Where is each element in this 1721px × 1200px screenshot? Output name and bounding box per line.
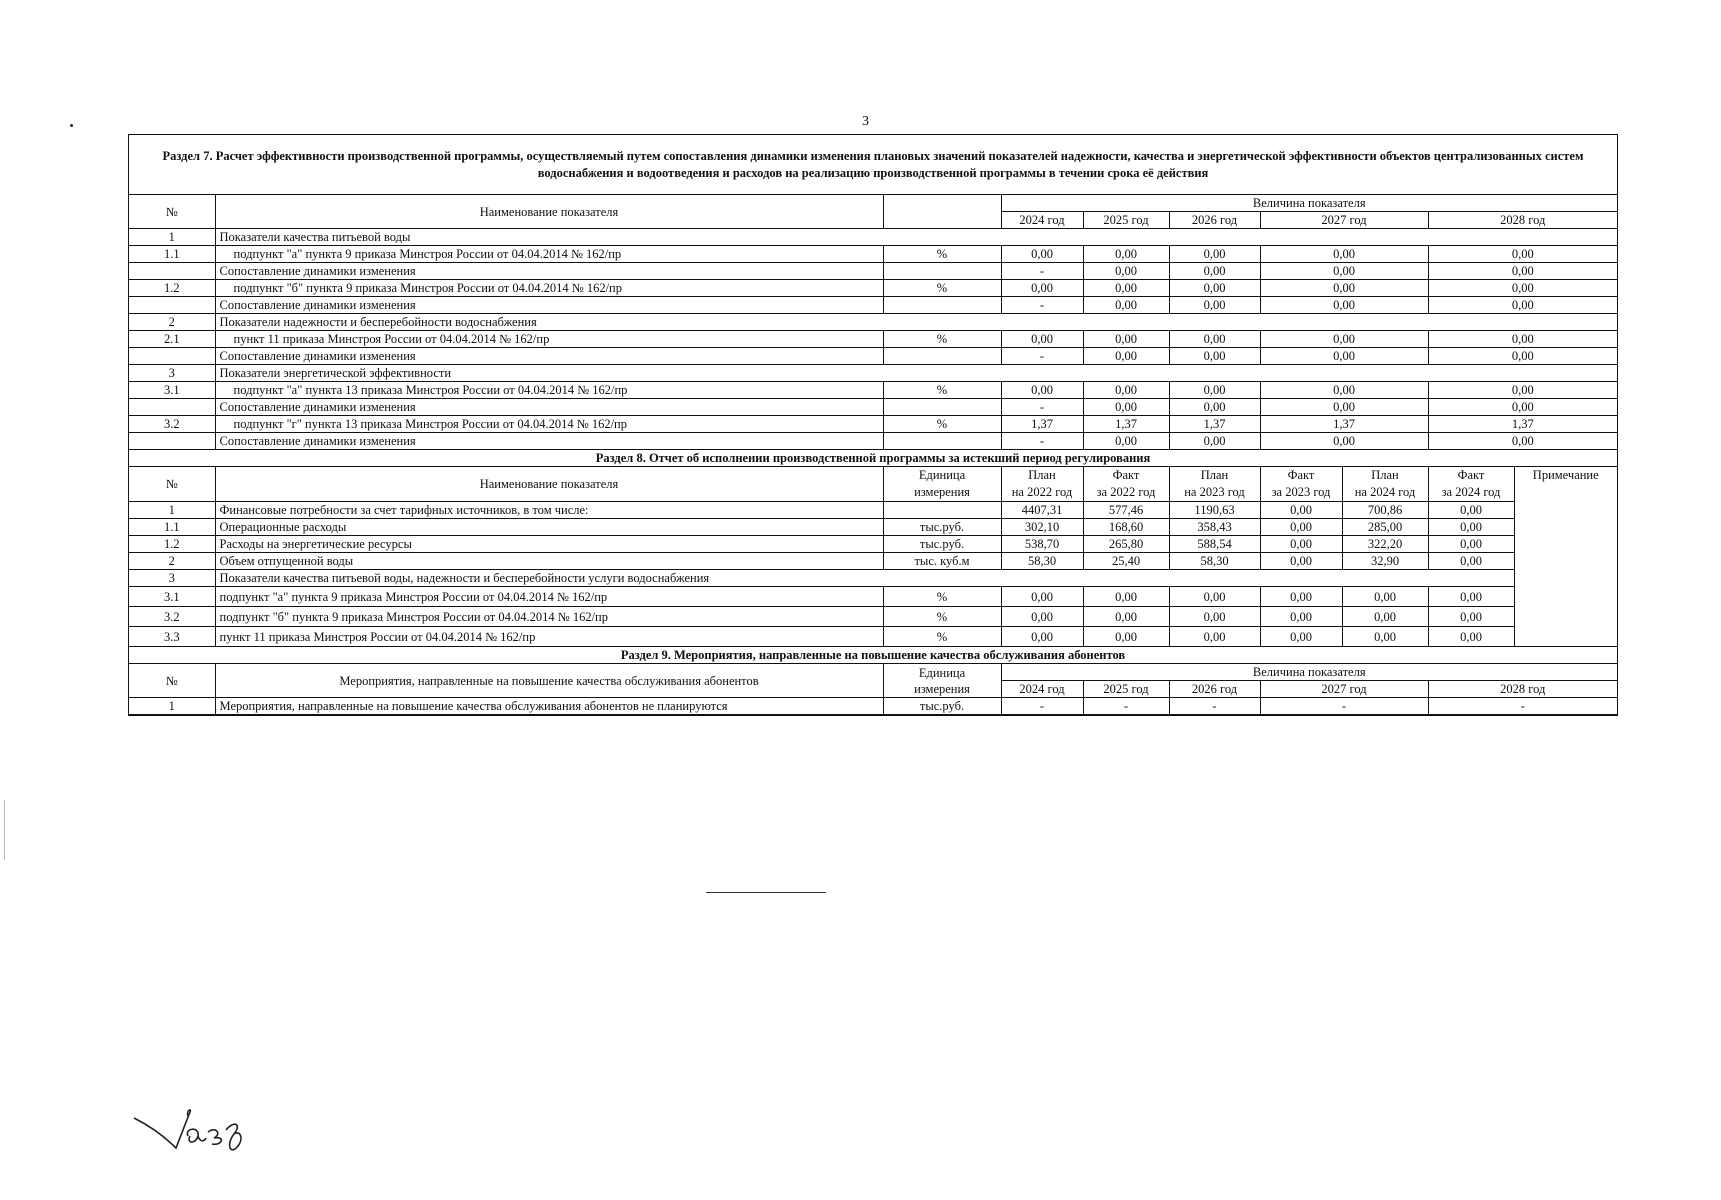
value-cell: 1,37: [1001, 416, 1083, 433]
table-row: [129, 280, 1617, 297]
row-number: 1.1: [129, 246, 215, 263]
indicator-name: подпункт "б" пункта 9 приказа Минстроя России от 04.04.2014 № 162/пр: [215, 280, 883, 297]
row-number: 1: [129, 698, 215, 715]
row-number: 3: [129, 365, 215, 382]
unit-cell: [883, 502, 1001, 519]
row-number: 3.1: [129, 587, 215, 607]
table-row: [129, 229, 1617, 246]
s9-header-unit: Единица измерения: [883, 664, 1001, 698]
table-row: [129, 246, 1617, 263]
group-title: Показатели надежности и бесперебойности водоснабжения: [215, 314, 1617, 331]
unit-cell: [883, 348, 1001, 365]
s7-header-year: 2028 год: [1428, 212, 1617, 229]
row-number: 3: [129, 570, 215, 587]
row-number: [129, 348, 215, 365]
value-cell: 0,00: [1001, 382, 1083, 399]
s9-header-value-group: Величина показателя: [1001, 664, 1617, 681]
value-cell: 0,00: [1169, 246, 1260, 263]
value-cell: 0,00: [1083, 433, 1169, 450]
row-number: 1: [129, 229, 215, 246]
value-cell: -: [1001, 348, 1083, 365]
unit-cell: %: [883, 587, 1001, 607]
value-cell: 58,30: [1001, 553, 1083, 570]
page-number: 3: [862, 114, 869, 129]
unit-cell: %: [883, 627, 1001, 647]
section7-title: Раздел 7. Расчет эффективности производственной программы, осуществляемый путем сопоставления динамики изменения плановых значений показателей надежности, качества и энергетической эффективности объектов централизованных систем водоснабжения и водоотведения и расходов на реализацию производственной программы в течении срока её действия: [129, 135, 1617, 195]
value-cell: 0,00: [1428, 607, 1514, 627]
value-cell: 0,00: [1260, 382, 1428, 399]
indicator-name: Сопоставление динамики изменения: [215, 297, 883, 314]
value-cell: 0,00: [1083, 331, 1169, 348]
value-cell: 0,00: [1083, 280, 1169, 297]
row-number: 2.1: [129, 331, 215, 348]
indicator-name: пункт 11 приказа Минстроя России от 04.04.2014 № 162/пр: [215, 331, 883, 348]
value-cell: 0,00: [1260, 280, 1428, 297]
unit-cell: тыс.руб.: [883, 698, 1001, 715]
value-cell: -: [1001, 297, 1083, 314]
table-row: [129, 365, 1617, 382]
table-row: [129, 570, 1617, 587]
indicator-name: Сопоставление динамики изменения: [215, 433, 883, 450]
unit-cell: тыс.руб.: [883, 536, 1001, 553]
value-cell: 1,37: [1083, 416, 1169, 433]
indicator-name: Сопоставление динамики изменения: [215, 348, 883, 365]
value-cell: 0,00: [1342, 607, 1428, 627]
value-cell: 0,00: [1083, 246, 1169, 263]
unit-cell: [883, 263, 1001, 280]
value-cell: 0,00: [1083, 627, 1169, 647]
value-cell: 0,00: [1260, 331, 1428, 348]
value-cell: 0,00: [1428, 433, 1617, 450]
s8-header-name: Наименование показателя: [215, 467, 883, 502]
value-cell: 0,00: [1260, 246, 1428, 263]
indicator-name: подпункт "а" пункта 13 приказа Минстроя России от 04.04.2014 № 162/пр: [215, 382, 883, 399]
value-cell: 0,00: [1169, 280, 1260, 297]
table-row: [129, 399, 1617, 416]
value-cell: 0,00: [1428, 246, 1617, 263]
indicator-name: подпункт "г" пункта 13 приказа Минстроя России от 04.04.2014 № 162/пр: [215, 416, 883, 433]
value-cell: 0,00: [1169, 297, 1260, 314]
value-cell: -: [1001, 433, 1083, 450]
value-cell: 0,00: [1428, 297, 1617, 314]
value-cell: 32,90: [1342, 553, 1428, 570]
value-cell: 0,00: [1083, 607, 1169, 627]
section8-table: [129, 467, 1617, 647]
section7-table: [129, 195, 1617, 467]
row-number: [129, 297, 215, 314]
section8-title: Раздел 8. Отчет об исполнении производственной программы за истекший период регулирования: [129, 450, 1617, 467]
s8-header-note: Примечание: [1514, 467, 1617, 647]
value-cell: 0,00: [1428, 536, 1514, 553]
value-cell: 0,00: [1260, 553, 1342, 570]
indicator-name: подпункт "а" пункта 9 приказа Минстроя России от 04.04.2014 № 162/пр: [215, 246, 883, 263]
row-number: 2: [129, 314, 215, 331]
value-cell: 1,37: [1169, 416, 1260, 433]
value-cell: 0,00: [1001, 331, 1083, 348]
value-cell: 0,00: [1083, 399, 1169, 416]
value-cell: 0,00: [1260, 399, 1428, 416]
value-cell: 0,00: [1169, 587, 1260, 607]
value-cell: 0,00: [1260, 519, 1342, 536]
table-row: [129, 536, 1617, 553]
value-cell: 0,00: [1260, 433, 1428, 450]
value-cell: 0,00: [1001, 627, 1083, 647]
value-cell: 0,00: [1428, 280, 1617, 297]
table-row: [129, 297, 1617, 314]
value-cell: 0,00: [1428, 553, 1514, 570]
value-cell: 0,00: [1169, 348, 1260, 365]
table-row: [129, 627, 1617, 647]
row-number: [129, 263, 215, 280]
indicator-name: Сопоставление динамики изменения: [215, 399, 883, 416]
value-cell: 0,00: [1169, 433, 1260, 450]
value-cell: 302,10: [1001, 519, 1083, 536]
row-number: 3.2: [129, 416, 215, 433]
group-title: Показатели качества питьевой воды, надежности и бесперебойности услуги водоснабжения: [215, 570, 1514, 587]
s8-header-col: Факт за 2024 год: [1428, 467, 1514, 502]
s9-header-year: 2025 год: [1083, 681, 1169, 698]
s7-header-year: 2024 год: [1001, 212, 1083, 229]
s7-header-year: 2025 год: [1083, 212, 1169, 229]
value-cell: 265,80: [1083, 536, 1169, 553]
table-row: [129, 502, 1617, 519]
value-cell: 25,40: [1083, 553, 1169, 570]
unit-cell: %: [883, 280, 1001, 297]
value-cell: 0,00: [1428, 502, 1514, 519]
table-row: [129, 263, 1617, 280]
indicator-name: пункт 11 приказа Минстроя России от 04.04.2014 № 162/пр: [215, 627, 883, 647]
value-cell: 1,37: [1260, 416, 1428, 433]
unit-cell: %: [883, 331, 1001, 348]
s8-header-unit: Единица измерения: [883, 467, 1001, 502]
s8-header-col: План на 2024 год: [1342, 467, 1428, 502]
value-cell: 700,86: [1342, 502, 1428, 519]
group-title: Показатели энергетической эффективности: [215, 365, 1617, 382]
row-number: 3.2: [129, 607, 215, 627]
table-row: [129, 698, 1617, 715]
s9-header-num: №: [129, 664, 215, 698]
s9-header-year: 2028 год: [1428, 681, 1617, 698]
row-number: 1: [129, 502, 215, 519]
value-cell: 4407,31: [1001, 502, 1083, 519]
value-cell: 0,00: [1260, 348, 1428, 365]
value-cell: 0,00: [1001, 607, 1083, 627]
indicator-name: Сопоставление динамики изменения: [215, 263, 883, 280]
value-cell: 1190,63: [1169, 502, 1260, 519]
unit-cell: %: [883, 416, 1001, 433]
value-cell: 0,00: [1169, 607, 1260, 627]
s7-header-num: №: [129, 195, 215, 229]
value-cell: 0,00: [1260, 627, 1342, 647]
table-row: [129, 607, 1617, 627]
s9-header-year: 2024 год: [1001, 681, 1083, 698]
value-cell: 588,54: [1169, 536, 1260, 553]
value-cell: 0,00: [1169, 627, 1260, 647]
signature-icon: [130, 1100, 260, 1165]
value-cell: 0,00: [1428, 627, 1514, 647]
value-cell: 0,00: [1083, 263, 1169, 280]
value-cell: 577,46: [1083, 502, 1169, 519]
group-title: Показатели качества питьевой воды: [215, 229, 1617, 246]
s9-header-year: 2027 год: [1260, 681, 1428, 698]
value-cell: 0,00: [1342, 587, 1428, 607]
value-cell: 0,00: [1428, 263, 1617, 280]
indicator-name: подпункт "б" пункта 9 приказа Минстроя России от 04.04.2014 № 162/пр: [215, 607, 883, 627]
unit-cell: тыс.руб.: [883, 519, 1001, 536]
indicator-name: Расходы на энергетические ресурсы: [215, 536, 883, 553]
table-row: [129, 519, 1617, 536]
row-number: 2: [129, 553, 215, 570]
value-cell: 0,00: [1169, 331, 1260, 348]
value-cell: -: [1001, 263, 1083, 280]
row-number: 3.1: [129, 382, 215, 399]
s9-header-year: 2026 год: [1169, 681, 1260, 698]
value-cell: 0,00: [1083, 348, 1169, 365]
value-cell: 0,00: [1001, 246, 1083, 263]
s8-header-num: №: [129, 467, 215, 502]
value-cell: 58,30: [1169, 553, 1260, 570]
s8-header-col: Факт за 2023 год: [1260, 467, 1342, 502]
unit-cell: %: [883, 607, 1001, 627]
row-number: 1.2: [129, 280, 215, 297]
row-number: [129, 399, 215, 416]
unit-cell: %: [883, 246, 1001, 263]
value-cell: -: [1260, 698, 1428, 715]
value-cell: -: [1169, 698, 1260, 715]
indicator-name: подпункт "а" пункта 9 приказа Минстроя России от 04.04.2014 № 162/пр: [215, 587, 883, 607]
s8-header-col: План на 2022 год: [1001, 467, 1083, 502]
value-cell: -: [1001, 698, 1083, 715]
value-cell: 0,00: [1428, 348, 1617, 365]
value-cell: 285,00: [1342, 519, 1428, 536]
value-cell: 0,00: [1260, 297, 1428, 314]
value-cell: 0,00: [1428, 399, 1617, 416]
indicator-name: Объем отпущенной воды: [215, 553, 883, 570]
table-row: [129, 553, 1617, 570]
value-cell: -: [1083, 698, 1169, 715]
value-cell: 0,00: [1428, 331, 1617, 348]
indicator-name: Финансовые потребности за счет тарифных источников, в том числе:: [215, 502, 883, 519]
value-cell: 358,43: [1169, 519, 1260, 536]
s7-header-value-group: Величина показателя: [1001, 195, 1617, 212]
value-cell: 0,00: [1428, 382, 1617, 399]
row-number: 1.2: [129, 536, 215, 553]
value-cell: 168,60: [1083, 519, 1169, 536]
value-cell: 0,00: [1169, 263, 1260, 280]
table-row: [129, 348, 1617, 365]
unit-cell: %: [883, 382, 1001, 399]
value-cell: 0,00: [1001, 280, 1083, 297]
value-cell: 0,00: [1083, 382, 1169, 399]
value-cell: 0,00: [1428, 519, 1514, 536]
s9-header-name: Мероприятия, направленные на повышение качества обслуживания абонентов: [215, 664, 883, 698]
row-number: 3.3: [129, 627, 215, 647]
table-row: [129, 433, 1617, 450]
section9-table: [129, 647, 1617, 715]
value-cell: 0,00: [1342, 627, 1428, 647]
section9-title: Раздел 9. Мероприятия, направленные на повышение качества обслуживания абонентов: [129, 647, 1617, 664]
table-row: [129, 382, 1617, 399]
s7-header-name: Наименование показателя: [215, 195, 883, 229]
document-frame: [128, 134, 1618, 716]
row-number: [129, 433, 215, 450]
s7-header-year: 2027 год: [1260, 212, 1428, 229]
value-cell: 0,00: [1169, 399, 1260, 416]
measure-name: Мероприятия, направленные на повышение качества обслуживания абонентов не планируются: [215, 698, 883, 715]
scan-dot: [70, 124, 73, 127]
unit-cell: [883, 433, 1001, 450]
table-row: [129, 416, 1617, 433]
value-cell: 1,37: [1428, 416, 1617, 433]
unit-cell: [883, 297, 1001, 314]
value-cell: 0,00: [1260, 587, 1342, 607]
value-cell: 0,00: [1428, 587, 1514, 607]
row-number: 1.1: [129, 519, 215, 536]
table-row: [129, 314, 1617, 331]
value-cell: 0,00: [1169, 382, 1260, 399]
s7-header-unit: [883, 195, 1001, 229]
s7-header-year: 2026 год: [1169, 212, 1260, 229]
value-cell: 0,00: [1260, 607, 1342, 627]
value-cell: 0,00: [1260, 536, 1342, 553]
unit-cell: [883, 399, 1001, 416]
table-row: [129, 331, 1617, 348]
s8-header-col: Факт за 2022 год: [1083, 467, 1169, 502]
value-cell: 0,00: [1083, 297, 1169, 314]
indicator-name: Операционные расходы: [215, 519, 883, 536]
value-cell: 322,20: [1342, 536, 1428, 553]
scan-edge-mark: [4, 800, 5, 860]
value-cell: 0,00: [1083, 587, 1169, 607]
value-cell: 0,00: [1260, 502, 1342, 519]
unit-cell: тыс. куб.м: [883, 553, 1001, 570]
value-cell: 0,00: [1260, 263, 1428, 280]
value-cell: -: [1428, 698, 1617, 715]
value-cell: 0,00: [1001, 587, 1083, 607]
s8-header-col: План на 2023 год: [1169, 467, 1260, 502]
value-cell: -: [1001, 399, 1083, 416]
separator-line: [706, 892, 826, 893]
table-row: [129, 587, 1617, 607]
value-cell: 538,70: [1001, 536, 1083, 553]
